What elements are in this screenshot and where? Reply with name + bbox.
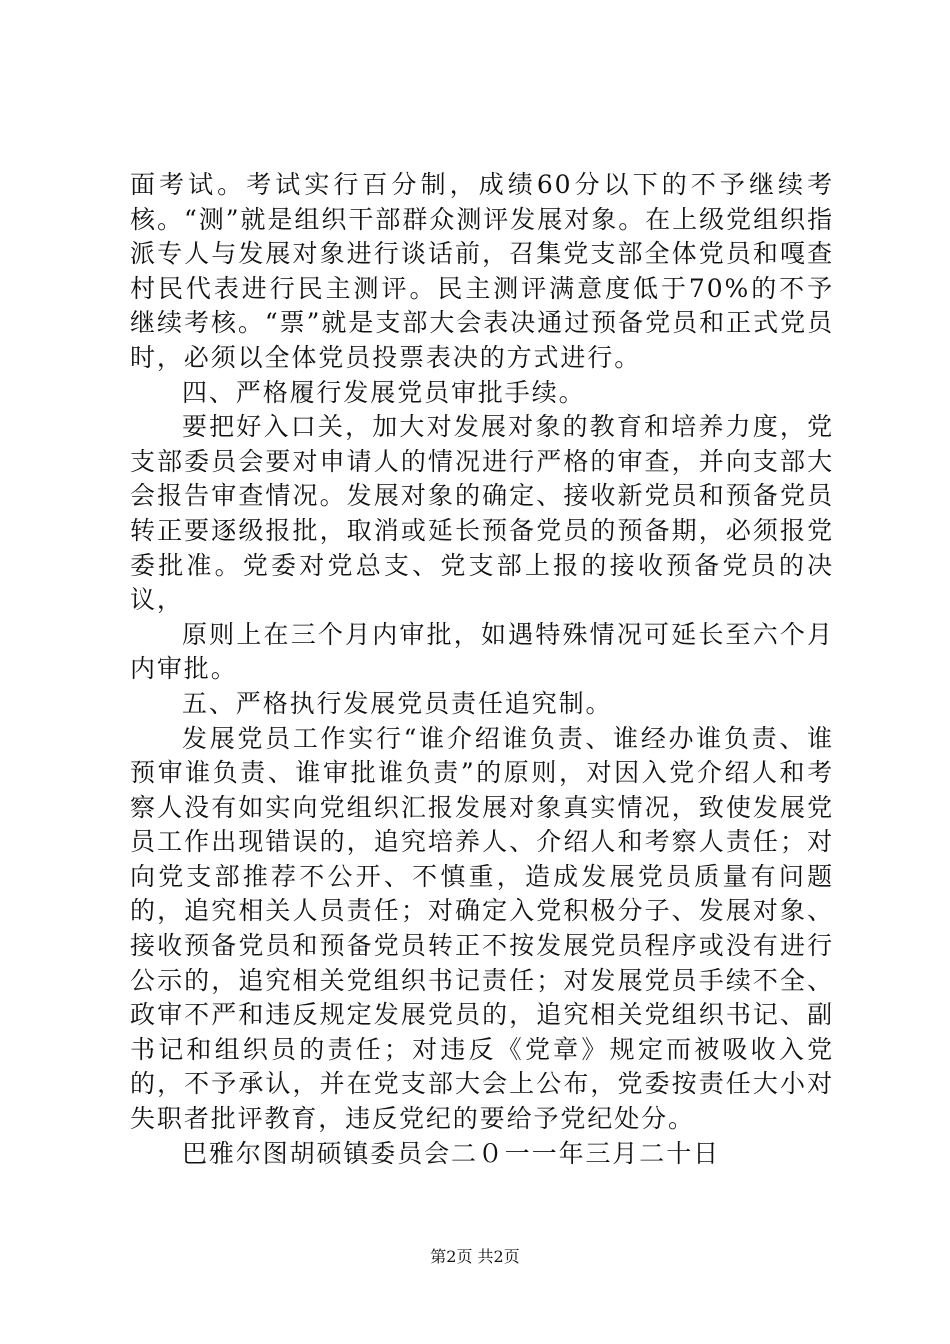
heading-section-five: 五、严格执行发展党员责任追究制。 (182, 688, 613, 718)
document-body (130, 168, 834, 1171)
heading-section-four: 四、严格履行发展党员审批手续。 (182, 377, 586, 407)
signature-line: 巴雅尔图胡硕镇委员会二０一一年三月二十日 (182, 1138, 721, 1168)
paragraph-entry-review: 要把好入口关，加大对发展对象的教育和培养力度，党支部委员会要对申请人的情况进行严格的审查，并向支部大会报告审查情况。发展对象的确定、接收新党员和预备党员转正要逐级报批，取消或延长预备党员的预备期，必须报党委批准。党委对党总支、党支部上报的接收预备党员的决议， (130, 412, 834, 615)
page-number: 第2页 共2页 (430, 1247, 520, 1266)
paragraph-exam-test-vote: 面考试。考试实行百分制，成绩60分以下的不予继续考核。“测”就是组织干部群众测评发展对象。在上级党组织指派专人与发展对象进行谈话前，召集党支部全体党员和嘎查村民代表进行民主测评。民主测评满意度低于70%的不予继续考核。“票”就是支部大会表决通过预备党员和正式党员时，必须以全体党员投票表决的方式进行。 (130, 170, 834, 372)
paragraph-approval-timeline: 原则上在三个月内审批，如遇特殊情况可延长至六个月内审批。 (130, 619, 834, 684)
paragraph-accountability: 发展党员工作实行“谁介绍谁负责、谁经办谁负责、谁预审谁负责、谁审批谁负责”的原则，对因入党介绍人和考察人没有如实向党组织汇报发展对象真实情况，致使发展党员工作出现错误的，追究培养人、介绍人和考察人责任；对向党支部推荐不公开、不慎重，造成发展党员质量有问题的，追究相关人员责任；对确定入党积极分子、发展对象、接收预备党员和预备党员转正不按发展党员程序或没有进行公示的，追究相关党组织书记责任；对发展党员手续不全、政审不严和违反规定发展党员的，追究相关党组织书记、副书记和组织员的责任；对违反《党章》规定而被吸收入党的，不予承认，并在党支部大会上公布，党委按责任大小对失职者批评教育，违反党纪的要给予党纪处分。 (130, 723, 834, 1134)
